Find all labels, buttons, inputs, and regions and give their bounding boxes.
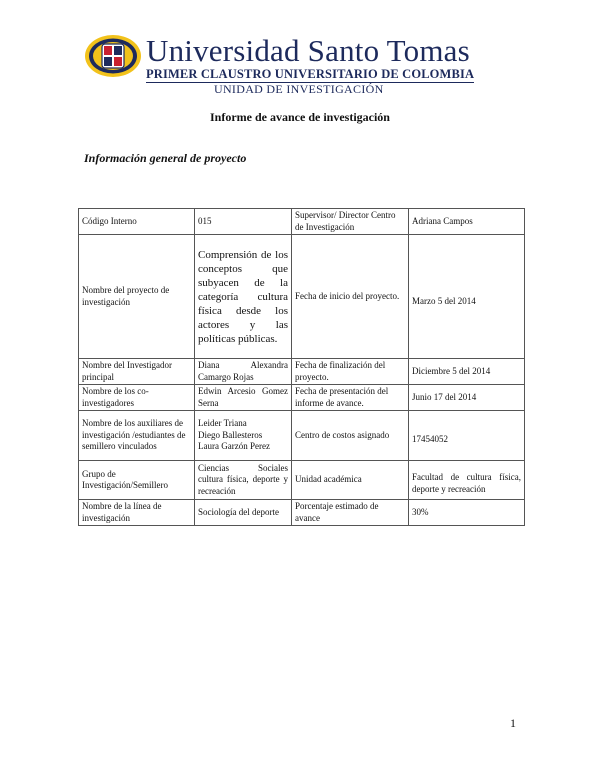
unidad-label: Unidad académica: [292, 461, 409, 500]
auxiliar-name: Laura Garzón Perez: [198, 441, 270, 452]
supervisor-value: Adriana Campos: [409, 209, 525, 235]
codigo-value: 015: [195, 209, 292, 235]
proyecto-label: Nombre del proyecto de investigación: [79, 235, 195, 359]
section-title: Información general de proyecto: [84, 151, 247, 165]
table-row: [79, 209, 525, 235]
porcentaje-label: Porcentaje estimado de avance: [292, 500, 409, 526]
linea-value: Sociología del deporte: [195, 500, 292, 526]
grupo-value: Ciencias Sociales cultura física, deporte y recreación: [195, 461, 292, 500]
porcentaje-value: 30%: [409, 500, 525, 526]
claustro-subtitle: PRIMER CLAUSTRO UNIVERSITARIO DE COLOMBIA: [146, 67, 475, 81]
report-title: Informe de avance de investigación: [210, 110, 390, 124]
centro-costos-value: 17454052: [409, 411, 525, 461]
fecha-inicio-value: Marzo 5 del 2014: [409, 235, 525, 359]
unidad-value: Facultad de cultura física, deporte y recreación: [409, 461, 525, 500]
coinvestigadores-label: Nombre de los co-investigadores: [79, 385, 195, 411]
proyecto-value: Comprensión de los conceptos que subyacen de la categoría cultura física desde los actores y las políticas públicas.: [195, 235, 292, 359]
fecha-fin-value: Diciembre 5 del 2014: [409, 359, 525, 385]
table-row: [79, 411, 525, 461]
auxiliar-name: Diego Ballesteros: [198, 429, 263, 440]
table-row: [79, 359, 525, 385]
linea-label: Nombre de la línea de investigación: [79, 500, 195, 526]
codigo-label: Código Interno: [79, 209, 195, 235]
project-info-table: [78, 208, 525, 526]
centro-costos-label: Centro de costos asignado: [292, 411, 409, 461]
table-row: [79, 385, 525, 411]
table-row: [79, 500, 525, 526]
university-name: Universidad Santo Tomas: [146, 33, 470, 68]
auxiliares-label: Nombre de los auxiliares de investigación /estudiantes de semillero vinculados: [79, 411, 195, 461]
unit-name: UNIDAD DE INVESTIGACIÓN: [214, 82, 384, 96]
grupo-label: Grupo de Investigación/Semillero: [79, 461, 195, 500]
fecha-fin-label: Fecha de finalización del proyecto.: [292, 359, 409, 385]
investigador-label: Nombre del Investigador principal: [79, 359, 195, 385]
document-header: [84, 32, 484, 94]
auxiliares-value: [195, 411, 292, 461]
table-row: [79, 235, 525, 359]
university-seal-icon: [84, 34, 142, 78]
fecha-presentacion-label: Fecha de presentación del informe de avance.: [292, 385, 409, 411]
fecha-inicio-label: Fecha de inicio del proyecto.: [292, 235, 409, 359]
fecha-presentacion-value: Junio 17 del 2014: [409, 385, 525, 411]
coinvestigadores-value: Edwin Arcesio Gomez Serna: [195, 385, 292, 411]
table-row: [79, 461, 525, 500]
investigador-value: Diana Alexandra Camargo Rojas: [195, 359, 292, 385]
supervisor-label: Supervisor/ Director Centro de Investigación: [292, 209, 409, 235]
auxiliar-name: Leider Triana: [198, 418, 247, 429]
page-number: 1: [510, 716, 516, 730]
